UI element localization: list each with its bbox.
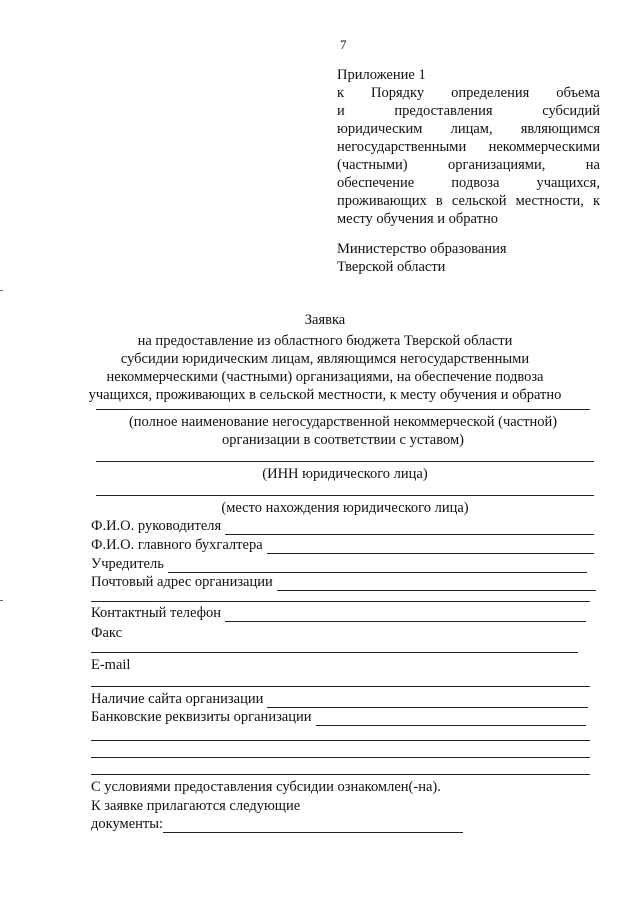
appendix-word: сельской: [451, 193, 507, 209]
appendix-line: [337, 66, 600, 84]
appendix-word: месту обучения и обратно: [337, 211, 498, 227]
scan-edge-mark: [0, 290, 3, 291]
appendix-word: к: [592, 193, 600, 209]
postal-address-input-line[interactable]: [277, 577, 596, 591]
appendix-line: [337, 156, 600, 174]
appendix-word: некоммерческими: [488, 139, 600, 155]
bank-details-input-line[interactable]: [316, 712, 586, 726]
location-blank[interactable]: [96, 495, 594, 496]
inn-caption: (ИНН юридического лица): [262, 466, 428, 482]
ministry-line-1: Министерство образования: [337, 241, 507, 257]
founder-label: Учредитель: [91, 556, 164, 572]
postal-address-label: Почтовый адрес организации: [91, 574, 273, 590]
appendix-word: местности,: [515, 193, 584, 209]
appendix-word: и: [337, 103, 345, 119]
fax-label: Факс: [91, 625, 123, 641]
accountant-field: [91, 536, 594, 554]
phone-field: [91, 604, 586, 622]
appendix-word: являющимся: [520, 121, 600, 137]
appendix-header: [337, 66, 600, 228]
appendix-line: [337, 102, 600, 120]
director-label: Ф.И.О. руководителя: [91, 518, 222, 534]
scan-edge-mark: [0, 600, 3, 601]
founder-field: [91, 555, 587, 573]
appendix-line: [337, 210, 600, 228]
email-label: E-mail: [91, 657, 131, 673]
org-name-caption-1: (полное наименование негосударственной некоммерческой (частной): [128, 414, 558, 430]
appendix-word: к: [337, 85, 345, 101]
bank-details-line-2[interactable]: [91, 740, 590, 741]
appendix-word: обеспечение: [337, 175, 415, 191]
attachments-label: документы:: [91, 816, 164, 832]
location-caption: (место нахождения юридического лица): [221, 500, 469, 516]
addressee-block: [337, 240, 600, 276]
bank-details-line-3[interactable]: [91, 757, 590, 758]
postal-address-continuation-line[interactable]: [91, 601, 590, 602]
appendix-word: проживающих: [337, 193, 427, 209]
appendix-word: Порядку: [371, 85, 425, 101]
application-title-block: [60, 311, 590, 404]
bank-details-label: Банковские реквизиты организации: [91, 709, 312, 725]
appendix-word: негосударственными: [337, 139, 467, 155]
postal-address-field: [91, 573, 596, 591]
appendix-line: [337, 174, 600, 192]
document-title: Заявка: [304, 312, 346, 328]
attachments-input-line[interactable]: [163, 819, 463, 833]
fax-input-line[interactable]: [91, 652, 578, 653]
title-line-2: субсидии юридическим лицам, являющимся негосударственными: [120, 351, 530, 367]
bank-details-line-4[interactable]: [91, 774, 590, 775]
director-field: [91, 517, 594, 535]
phone-input-line[interactable]: [225, 608, 586, 622]
appendix-line: [337, 120, 600, 138]
founder-input-line[interactable]: [168, 559, 587, 573]
director-input-line[interactable]: [225, 521, 594, 535]
attachments-line-1: К заявке прилагаются следующие: [91, 798, 301, 814]
website-field: [91, 690, 588, 708]
appendix-word: субсидий: [542, 103, 600, 119]
phone-label: Контактный телефон: [91, 605, 222, 621]
appendix-word: в: [435, 193, 443, 209]
appendix-word: объема: [556, 85, 600, 101]
org-name-blank[interactable]: [96, 409, 590, 410]
website-input-line[interactable]: [267, 694, 588, 708]
appendix-word: Приложение 1: [337, 67, 426, 83]
appendix-word: лицам,: [450, 121, 493, 137]
website-label: Наличие сайта организации: [91, 691, 264, 707]
appendix-line: [337, 192, 600, 210]
conditions-statement: С условиями предоставления субсидии ознакомлен(-на).: [91, 779, 441, 795]
appendix-word: юридическим: [337, 121, 423, 137]
org-name-caption-2: организации в соответствии с уставом): [222, 432, 464, 448]
email-input-line[interactable]: [91, 686, 590, 687]
accountant-label: Ф.И.О. главного бухгалтера: [91, 537, 263, 553]
title-line-1: на предоставление из областного бюджета Тверской области: [137, 333, 513, 349]
attachments-field: [91, 815, 463, 833]
appendix-word: учащихся,: [536, 175, 600, 191]
title-line-3: некоммерческими (частными) организациями, на обеспечение подвоза: [106, 369, 544, 385]
ministry-line-2: Тверской области: [337, 259, 446, 275]
title-line-4: учащихся, проживающих в сельской местности, к месту обучения и обратно: [88, 387, 562, 403]
appendix-word: предоставления: [394, 103, 493, 119]
bank-details-field: [91, 708, 586, 726]
appendix-word: организациями,: [448, 157, 546, 173]
accountant-input-line[interactable]: [267, 540, 594, 554]
appendix-word: (частными): [337, 157, 408, 173]
appendix-line: [337, 84, 600, 102]
inn-blank[interactable]: [96, 461, 594, 462]
appendix-line: [337, 138, 600, 156]
appendix-word: подвоза: [451, 175, 500, 191]
page-number: 7: [340, 37, 347, 52]
appendix-word: на: [585, 157, 600, 173]
appendix-word: определения: [451, 85, 530, 101]
